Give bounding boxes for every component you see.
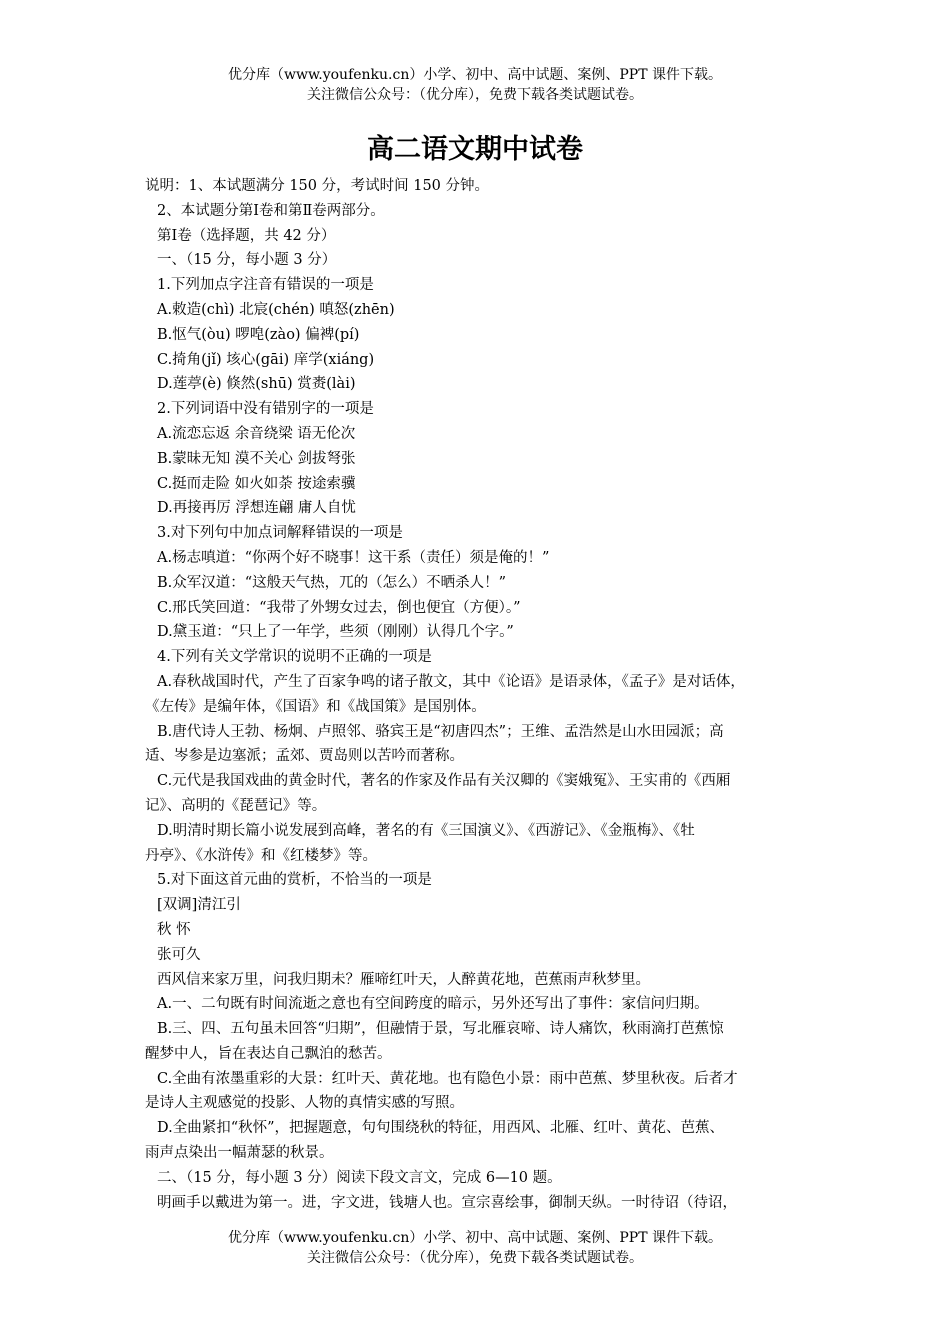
section-heading: 二、（15 分，每小题 3 分）阅读下段文言文，完成 6—10 题。 — [157, 1169, 562, 1186]
option-line: D.再接再厉 浮想连翩 庸人自忧 — [157, 500, 356, 517]
text-line: 说明：1、本试题满分 150 分，考试时间 150 分钟。 — [145, 178, 490, 194]
option-line: C.掎角(jǐ) 垓心(gāi) 庠学(xiáng) — [157, 351, 375, 368]
page-header — [0, 65, 950, 105]
option-continuation: 适、岑参是边塞派；孟郊、贾岛则以苦吟而著称。 — [145, 748, 464, 765]
option-line: C.元代是我国戏曲的黄金时代，著名的作家及作品有关汉卿的《窦娥冤》、王实甫的《西厢 — [157, 773, 731, 790]
header-line-wechat: 关注微信公众号：（优分库），免费下载各类试题试卷。 — [307, 87, 643, 103]
text-line: 2、本试题分第Ⅰ卷和第Ⅱ卷两部分。 — [157, 202, 385, 219]
footer-line-site: 优分库（www.youfenku.cn）小学、初中、高中试题、案例、PPT 课件下载。 — [227, 1230, 722, 1246]
poem-title: 秋 怀 — [157, 921, 191, 938]
option-continuation: 丹亭》、《水浒传》和《红楼梦》等。 — [145, 847, 377, 864]
option-line: A.敕造(chì) 北宸(chén) 嗔怒(zhēn) — [157, 301, 395, 318]
option-line: B.三、四、五句虽未回答“归期”，但融情于景，写北雁哀啼、诗人痛饮，秋雨滴打芭蕉惊 — [157, 1021, 724, 1038]
passage-text: 明画手以戴进为第一。进，字文进，钱塘人也。宣宗喜绘事，御制天纵。一时待诏（待诏， — [157, 1194, 737, 1211]
page-footer — [0, 1228, 950, 1268]
option-continuation: 是诗人主观感觉的投影、人物的真情实感的写照。 — [145, 1095, 464, 1112]
poem-text: 西风信来家万里，问我归期未？雁啼红叶天，人醉黄花地，芭蕉雨声秋梦里。 — [157, 971, 650, 988]
option-continuation: 雨声点染出一幅萧瑟的秋景。 — [145, 1145, 334, 1162]
option-line: A.一、二句既有时间流逝之意也有空间跨度的暗示，另外还写出了事件：家信问归期。 — [157, 996, 709, 1013]
option-line: B.怄气(òu) 啰唣(zào) 偏裨(pí) — [157, 326, 360, 343]
page-title: 高二语文期中试卷 — [367, 134, 583, 165]
option-line: D.全曲紧扣“秋怀”，把握题意，句句围绕秋的特征，用西风、北雁、红叶、黄花、芭蕉、 — [157, 1120, 725, 1137]
poem-tune-title: [双调]清江引 — [157, 897, 241, 914]
header-line-site: 优分库（www.youfenku.cn）小学、初中、高中试题、案例、PPT 课件下载。 — [227, 67, 722, 83]
option-line: B.众军汉道：“这般天气热，兀的（怎么）不晒杀人！” — [157, 574, 507, 591]
option-continuation: 《左传》是编年体，《国语》和《战国策》是国别体。 — [145, 698, 486, 715]
option-line: A.春秋战国时代，产生了百家争鸣的诸子散文，其中《论语》是语录体，《孟子》是对话体， — [157, 673, 745, 690]
question-stem: 5.对下面这首元曲的赏析，不恰当的一项是 — [157, 872, 432, 889]
text-line: 第Ⅰ卷（选择题，共 42 分） — [157, 227, 336, 244]
option-line: B.唐代诗人王勃、杨炯、卢照邻、骆宾王是“初唐四杰”；王维、孟浩然是山水田园派；高 — [157, 723, 724, 740]
question-stem: 2.下列词语中没有错别字的一项是 — [157, 401, 374, 418]
text-line: 一、（15 分，每小题 3 分） — [157, 252, 337, 269]
option-line: D.黛玉道：“只上了一年学，些须（刚刚）认得几个字。” — [157, 624, 514, 641]
option-line: D.明清时期长篇小说发展到高峰，著名的有《三国演义》、《西游记》、《金瓶梅》、《牡 — [157, 822, 695, 839]
option-line: C.挺而走险 如火如荼 按途索骥 — [157, 475, 356, 492]
option-continuation: 醒梦中人，旨在表达自己飘泊的愁苦。 — [145, 1045, 392, 1062]
option-line: D.莲葶(è) 倏然(shū) 赏赉(lài) — [157, 376, 356, 393]
footer-line-wechat: 关注微信公众号：（优分库），免费下载各类试题试卷。 — [307, 1250, 643, 1266]
option-line: A.杨志嗔道：“你两个好不晓事！这干系（责任）须是俺的！” — [157, 549, 550, 566]
option-line: A.流恋忘返 余音绕梁 语无伦次 — [157, 425, 356, 442]
option-continuation: 记》、高明的《琵琶记》等。 — [145, 797, 327, 814]
option-line: C.邢氏笑回道：“我带了外甥女过去，倒也便宜（方便）。” — [157, 599, 521, 616]
question-stem: 1.下列加点字注音有错误的一项是 — [157, 277, 374, 294]
question-stem: 3.对下列句中加点词解释错误的一项是 — [157, 525, 403, 542]
option-line: B.蒙昧无知 漠不关心 剑拔弩张 — [157, 450, 356, 467]
poem-author: 张可久 — [157, 946, 201, 963]
exam-content — [145, 174, 817, 1215]
option-line: C.全曲有浓墨重彩的大景：红叶天、黄花地。也有隐色小景：雨中芭蕉、梦里秋夜。后者才 — [157, 1070, 738, 1087]
question-stem: 4.下列有关文学常识的说明不正确的一项是 — [157, 649, 432, 666]
